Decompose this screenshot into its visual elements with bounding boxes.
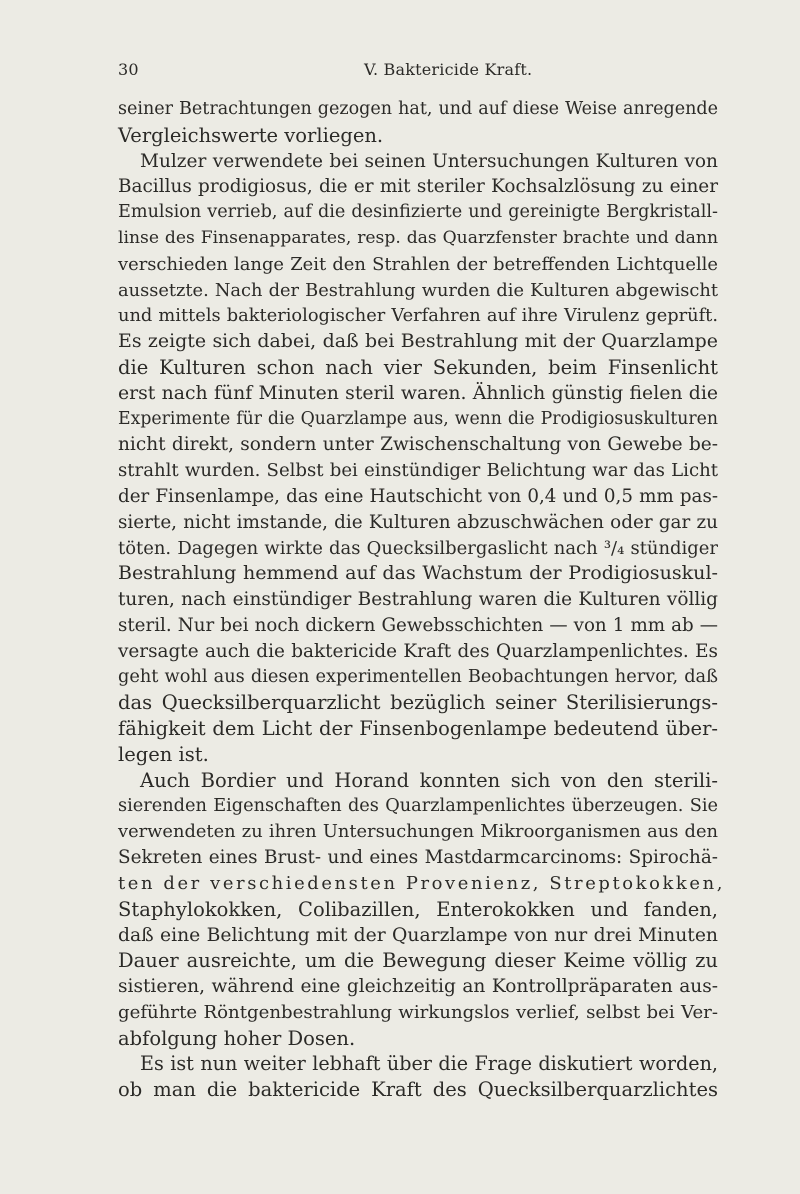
text-line: Auch Bordier und Horand konnten sich von den sterili-: [140, 768, 718, 792]
text-line: fähigkeit dem Licht der Finsenbogenlampe bedeutend über-: [118, 717, 718, 741]
running-title: V. Baktericide Kraft.: [364, 60, 533, 79]
text-line: turen, nach einstündiger Bestrahlung waren die Kulturen völlig: [118, 589, 718, 611]
text-line: Dauer ausreichte, um die Bewegung dieser Keime völlig zu: [118, 949, 718, 973]
text-line: Vergleichswerte vorliegen.: [118, 123, 384, 147]
text-line: die Kulturen schon nach vier Sekunden, beim Finsenlicht: [118, 355, 718, 379]
text-line: Emulsion verrieb, auf die desinfizierte und gereinigte Bergkristall-: [118, 202, 718, 223]
text-line: aussetzte. Nach der Bestrahlung wurden die Kulturen abgewischt: [118, 279, 718, 301]
text-line: Bacillus prodigiosus, die er mit steriler Kochsalzlösung zu einer: [118, 176, 718, 198]
text-line: das Quecksilberquarzlicht bezüglich seiner Sterilisierungs-: [118, 691, 718, 715]
text-line: steril. Nur bei noch dickern Gewebsschichten — von 1 mm ab —: [118, 614, 718, 636]
text-line: ob man die baktericide Kraft des Quecksilberquarzlichtes: [118, 1078, 718, 1102]
text-line: verschieden lange Zeit den Strahlen der betreffenden Lichtquelle: [118, 253, 718, 275]
text-line: Experimente für die Quarzlampe aus, wenn die Prodigiosuskulturen: [118, 408, 718, 429]
text-line: sierte, nicht imstande, die Kulturen abzuschwächen oder gar zu: [118, 511, 718, 533]
text-line: linse des Finsenapparates, resp. das Quarzfenster brachte und dann: [118, 227, 718, 248]
text-line: abfolgung hoher Dosen.: [118, 1026, 356, 1050]
text-line: erst nach fünf Minuten steril waren. Ähnlich günstig fielen die: [118, 382, 718, 404]
body-text: [118, 97, 725, 1103]
text-line: geht wohl aus diesen experimentellen Beobachtungen hervor, daß: [118, 666, 718, 687]
page-header: [118, 60, 712, 84]
text-line: nicht direkt, sondern unter Zwischenschaltung von Gewebe be-: [118, 434, 718, 456]
text-line: legen ist.: [118, 742, 209, 766]
text-line: ten der verschiedensten Provenienz, Streptokokken,: [118, 872, 725, 894]
text-line: daß eine Belichtung mit der Quarzlampe von nur drei Minuten: [118, 924, 718, 946]
text-line: Sekreten eines Brust- und eines Mastdarmcarcinoms: Spirochä-: [118, 847, 718, 869]
text-line: Es zeigte sich dabei, daß bei Bestrahlung mit der Quarzlampe: [118, 330, 718, 353]
page-number: 30: [118, 60, 139, 79]
text-line: geführte Röntgenbestrahlung wirkungslos verlief, selbst bei Ver-: [118, 1001, 718, 1023]
text-line: Es ist nun weiter lebhaft über die Frage diskutiert worden,: [140, 1052, 718, 1076]
text-line: verwendeten zu ihren Untersuchungen Mikroorganismen aus den: [118, 821, 718, 843]
text-line: versagte auch die baktericide Kraft des Quarzlampenlichtes. Es: [118, 640, 718, 662]
text-line: töten. Dagegen wirkte das Quecksilbergaslicht nach ³/₄ stündiger: [118, 537, 718, 559]
text-line: Mulzer verwendete bei seinen Untersuchungen Kulturen von: [140, 150, 718, 172]
text-line: Staphylokokken, Colibazillen, Enterokokken und fanden,: [118, 897, 718, 921]
text-line: strahlt wurden. Selbst bei einstündiger Belichtung war das Licht: [118, 460, 718, 482]
text-line: sierenden Eigenschaften des Quarzlampenlichtes überzeugen. Sie: [118, 795, 718, 816]
text-line: sistieren, während eine gleichzeitig an Kontrollpräparaten aus-: [118, 976, 718, 998]
text-line: und mittels bakteriologischer Verfahren auf ihre Virulenz geprüft.: [118, 305, 718, 327]
text-line: der Finsenlampe, das eine Hautschicht von 0,4 und 0,5 mm pas-: [118, 485, 718, 507]
text-line: seiner Betrachtungen gezogen hat, und auf diese Weise anregende: [118, 99, 718, 119]
text-line: Bestrahlung hemmend auf das Wachstum der Prodigiosuskul-: [118, 562, 718, 585]
